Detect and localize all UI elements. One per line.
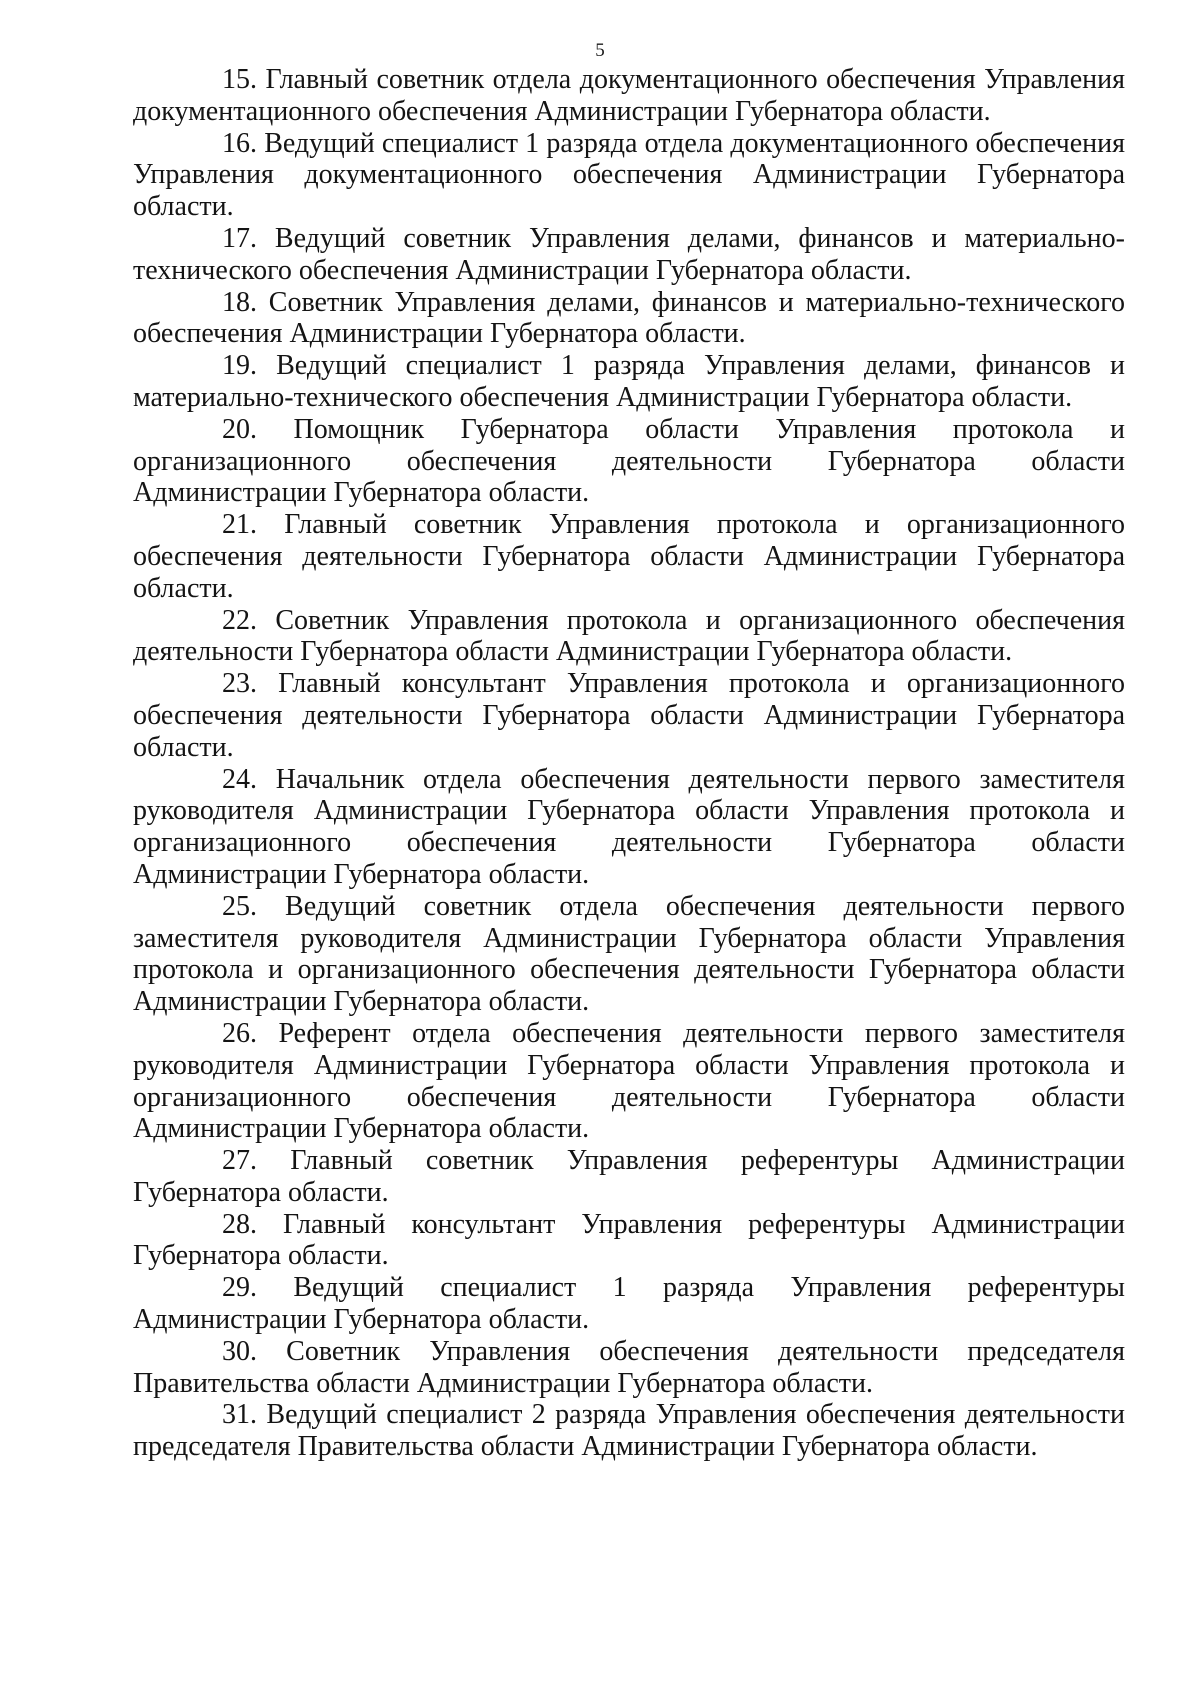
item-number: 21.	[222, 509, 257, 541]
list-item	[133, 1018, 1125, 1145]
item-number: 15.	[222, 64, 257, 95]
list-item	[133, 128, 1125, 223]
item-text: Помощник Губернатора области Управления протокола и организационного обеспечения деятельности Губернатора области Администрации Губернатора области.	[133, 413, 1125, 509]
item-number: 31.	[222, 1399, 257, 1431]
list-item	[133, 1399, 1125, 1463]
item-text: Советник Управления обеспечения деятельности председателя Правительства области Администрации Губернатора области.	[133, 1335, 1125, 1399]
item-text: Главный консультант Управления референтуры Администрации Губернатора области.	[133, 1208, 1126, 1272]
item-number: 24.	[222, 763, 257, 795]
item-number: 20.	[222, 413, 257, 445]
list-item	[133, 287, 1125, 351]
item-number: 23.	[222, 668, 257, 700]
list-item	[133, 509, 1125, 604]
item-text: Начальник отдела обеспечения деятельности первого заместителя руководителя Администрации Губернатора области Управления протокола и организационного обеспечения деятельности Губернатора области Администрации Губернатора области.	[133, 763, 1125, 890]
list-item	[133, 64, 1125, 128]
document-body	[133, 64, 1125, 1463]
item-number: 29.	[222, 1272, 257, 1304]
list-item	[133, 605, 1125, 669]
item-text: Ведущий советник Управления делами, финансов и материально-технического обеспечения Администрации Губернатора области.	[133, 222, 1125, 286]
item-text: Главный советник отдела документационного обеспечения Управления документационного обеспечения Администрации Губернатора области.	[133, 64, 1125, 127]
item-text: Ведущий советник отдела обеспечения деятельности первого заместителя руководителя Администрации Губернатора области Управления протокола и организационного обеспечения деятельности Губернатора области Администрации Губернатора области.	[133, 890, 1125, 1018]
item-number: 26.	[222, 1017, 257, 1049]
item-number: 27.	[222, 1145, 257, 1177]
item-number: 22.	[222, 604, 257, 636]
list-item	[133, 1272, 1125, 1336]
item-text: Ведущий специалист 1 разряда Управления референтуры Администрации Губернатора области.	[133, 1272, 1125, 1336]
item-number: 16.	[222, 127, 257, 159]
list-item	[133, 891, 1125, 1018]
list-item	[133, 350, 1125, 414]
item-text: Главный советник Управления протокола и организационного обеспечения деятельности Губернатора области Администрации Губернатора области.	[133, 509, 1126, 604]
item-text: Ведущий специалист 1 разряда Управления делами, финансов и материально-технического обеспечения Администрации Губернатора области.	[133, 350, 1126, 413]
page-number: 5	[595, 40, 605, 61]
list-item	[133, 668, 1125, 763]
item-number: 25.	[222, 890, 257, 922]
list-item	[133, 1145, 1125, 1209]
list-item	[133, 223, 1125, 287]
item-number: 30.	[222, 1335, 257, 1367]
list-item	[133, 1209, 1125, 1273]
item-text: Главный советник Управления референтуры Администрации Губернатора области.	[133, 1145, 1126, 1208]
item-text: Ведущий специалист 1 разряда отдела документационного обеспечения Управления документационного обеспечения Администрации Губернатора области.	[133, 127, 1125, 223]
list-item	[133, 764, 1125, 891]
item-text: Ведущий специалист 2 разряда Управления обеспечения деятельности председателя Правительства области Администрации Губернатора области.	[133, 1399, 1126, 1463]
item-number: 18.	[222, 286, 257, 318]
item-number: 28.	[222, 1208, 257, 1240]
list-item	[133, 414, 1125, 509]
list-item	[133, 1336, 1125, 1400]
item-number: 19.	[222, 350, 257, 382]
item-number: 17.	[222, 222, 257, 254]
item-text: Советник Управления протокола и организационного обеспечения деятельности Губернатора области Администрации Губернатора области.	[133, 604, 1125, 668]
item-text: Главный консультант Управления протокола и организационного обеспечения деятельности Губернатора области Администрации Губернатора области.	[133, 668, 1126, 763]
item-text: Советник Управления делами, финансов и материально-технического обеспечения Администрации Губернатора области.	[133, 286, 1126, 350]
item-text: Референт отдела обеспечения деятельности первого заместителя руководителя Администрации Губернатора области Управления протокола и организационного обеспечения деятельности Губернатора области Администрации Губернатора области.	[133, 1017, 1125, 1145]
